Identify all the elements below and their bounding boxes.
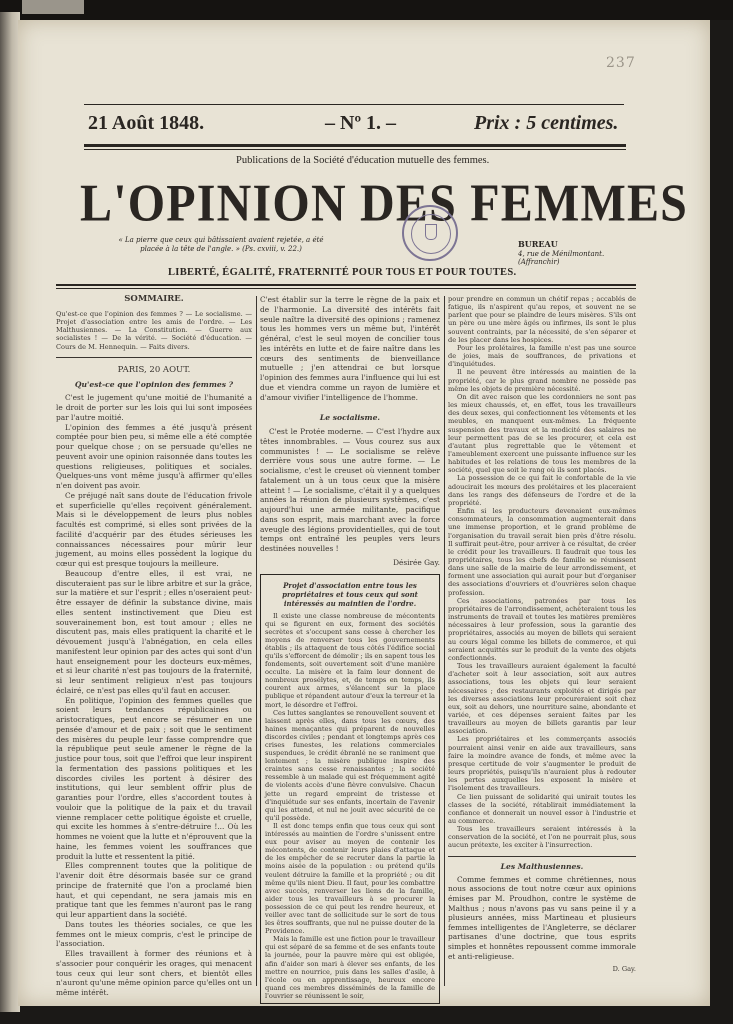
column-1 [56, 295, 252, 998]
binding-tab [22, 0, 84, 14]
paragraph: Comme femmes et comme chrétiennes, nous nous associons de tout notre cœur aux opinions émises par M. Proudhon, contre le système de Malthus ; nous n'avons pas vu sans peine il y a plusieurs années, miss Martineau et plusieurs femmes intelligentes de l'Angleterre, se déclarer partisanes d'une doctrine, que tous esprits simples et honnêtes repoussent comme immorale et anti-religieuse. [448, 874, 636, 961]
sommaire-heading: SOMMAIRE. [124, 294, 184, 304]
paragraph: Les propriétaires et les commerçants associés pourraient ainsi venir en aide aux travailleurs, sans faire la moindre avance de fonds, et même avec la presque certitude de voir s'augmenter le produit de leurs propriétés, puisqu'ils n'auraient plus à redouter les pertes auxquelles les exposent la misère et l'isolement des travailleurs. [448, 735, 636, 793]
bureau-label: BUREAU [518, 239, 558, 249]
library-stamp-icon [402, 205, 458, 261]
article-heading: Le socialisme. [319, 413, 381, 423]
paragraph: pour prendre en commun un chétif repas ; accablés de fatigue, ils n'aspirent qu'au repos, et souvent ne se parlent que pour se plaindre de leurs misères. S'ils ont un père ou une mère âgés ou infirmes, ils sont le plus souvent contraints, par la nécessité, de s'en séparer et de les placer dans les hospices. [448, 295, 636, 344]
article-signature: D. Gay. [612, 965, 636, 974]
issue-date: 21 Août 1848. [88, 112, 205, 134]
paragraph: Enfin si les producteurs devenaient eux-mêmes consommateurs, la consommation augmenterait dans une immense proportion, et le grand problème de l'organisation du travail serait bien près d'être résolu. Il suffirait peut-être, pour arriver à ce résultat, de créer le crédit pour les travailleurs. Il faudrait que tous les propriétaires, tous les chefs de famille se réunissent dans une salle de la mairie de leur arrondissement, et forment une association qui aurait pour but d'organiser des associations d'ouvriers et d'ouvrières selon chaque profession. [448, 507, 636, 597]
page-number: 237 [606, 55, 636, 71]
paragraph: Ce lien puissant de solidarité qui unirait toutes les classes de la société, rétablirait immédiatement la confiance et donnerait un nouvel essor à l'industrie et au commerce. [448, 792, 636, 825]
paragraph: Tous les travailleurs auraient également la faculté d'acheter soit à leur association, soit aux autres associations, tous les objets qui leur seraient nécessaires ; des restaurants exploités et dirigés par les diverses associations leur procureraient soit chez eux, soit au dehors, une nourriture saine, abondante et variée, et ces dépenses seraient faites par les travailleurs au moyen de billets garantis par leur association. [448, 662, 636, 736]
paragraph: Ces associations, patronées par tous les propriétaires de l'arrondissement, achèteraient tous les instruments de travail et toutes les matières premières nécessaires à leur profession, sous la garantie des propriétaires, associés au moyen de billets qui seraient au cours légal comme les billets de commerce, et qui seraient acquittés sur le produit de la vente des objets confectionnés. [448, 596, 636, 662]
column-3 [448, 295, 636, 979]
bureau-address: 4, rue de Ménilmontant. (Affranchir) [518, 250, 605, 266]
paragraph: L'opinion des femmes a été jusqu'à présent comptée pour bien peu, si même elle a été comptée pour quelque chose ; on se persuade qu'elles ne peuvent avoir une opinion raisonnée dans toutes les questions religieuses, politiques et sociales. Quelques-uns vont même jusqu'à affirmer qu'elles n'en doivent pas avoir. [56, 422, 252, 491]
paragraph: La possession de ce qui fait le confortable de la vie adoucirait les mœurs des prolétaires et les placeraient dans les rangs des défenseurs de l'ordre et de la propriété. [448, 474, 636, 507]
masthead-top-rule [84, 104, 624, 105]
paragraph: On dit avec raison que les cordonniers ne sont pas les mieux chaussés, et, en effet, tous les travailleurs des deux sexes, qui confectionnent les vêtements et les meubles, en manquent eux-mêmes. La fréquente suspension des travaux et la modicité des salaires ne leur permettent pas de se les procurer, et cela est d'autant plus regrettable que le vêtement et l'ameublement exercent une puissante influence sur les habitudes et les relations de tous les membres de la société, quel que soit le rang où ils sont placés. [448, 392, 636, 475]
paragraph: C'est établir sur la terre le règne de la paix et de l'harmonie. La diversité des intérêts fait seule naître la diversité des opinions ; ramenez tous les hommes vers un même but, l'intérêt général, c'est le seul moyen de concilier tous les intérêts en lutte et de faire naître dans les cœurs des sentiments de bienveillance mutuelle ; j'en attendrai ce but lorsque l'opinion des femmes aura l'influence qui lui est due et viendra comme un rayon de lumière et d'amour vivifier l'intelligence de l'homme. [260, 295, 440, 402]
paragraph: Pour les prolétaires, la famille n'est pas une source de joies, mais de souffrances, de privations et d'inquiétudes. [448, 343, 636, 369]
paragraph: Il existe une classe nombreuse de mécontents qui se figurent en eux, forment des sociétés secrètes et s'occupent sans cesse à chercher les moyens de renverser tous les gouvernements établis ; ils attaquent de tous côtés l'édifice social qu'ils s'efforcent de démolir ; ils en sapent tous les fondements, soit ouvertement soit d'une manière occulte. La misère et la faim leur donnent de nombreux prosélytes, et, de temps en temps, ils courent aux armes, s'élancent sur la place publique et répandent autour d'eux la terreur et la mort, le désordre et l'effroi. [265, 611, 435, 709]
paragraph: Ces luttes sanglantes se renouvellent souvent et laissent après elles, dans tous les cœurs, des haines menaçantes qui préparent de nouvelles discordes civiles ; pendant et longtemps après ces crises funestes, les relations commerciales suspendues, le crédit ébranlé ne se raniment que lentement ; la misère publique inspire des craintes sans cesse renaissantes ; la société ressemble à un malade qui est fréquemment agité de violents accès d'une fièvre convulsive. Chacun jette un regard empreint de tristesse et d'inquiétude sur ses enfants, incertain de l'avenir qui les attend, et nul ne jouit avec sécurité de ce qu'il possède. [265, 708, 435, 822]
paragraph: Dans toutes les théories sociales, ce que les femmes ont le mieux compris, c'est le principe de l'association. [56, 919, 252, 949]
issue-number: – Nº 1. – [325, 112, 397, 134]
paragraph: Ce préjugé naît sans doute de l'éducation frivole et superficielle qu'elles reçoivent généralement. Mais si le développement de leurs plus nobles facultés est comprimé, si elles sont privées de la facilité d'acquérir par des études sérieuses les connaissances nécessaires pour mûrir leur jugement, au moins elles possèdent la logique du cœur qui est presque toujours la meilleure. [56, 490, 252, 569]
issue-price: Prix : 5 centimes. [474, 112, 619, 134]
article-signature: Désirée Gay. [393, 557, 440, 567]
publisher-line: Publications de la Société d'éducation mutuelle des femmes. [236, 155, 490, 166]
column-divider [444, 296, 445, 986]
column-2 [260, 295, 440, 1004]
article-heading: Projet d'association entre tous les propriétaires et tous ceux qui sont intéressés au maintien de l'ordre. [282, 580, 418, 608]
paragraph: Beaucoup d'entre elles, il est vrai, ne discuteraient pas sur le libre arbitre et sur la grâce, sur la matière et sur l'esprit ; elles n'oseraient peut-être essayer de définir la substance divine, mais elles sentent instinctivement que Dieu est souverainement bon, est tout amour ; elles ne discutent pas, mais elles pratiquent la charité et le dévouement jusqu'à l'abnégation, en cela elles manifestent leur opinion par des actes qui sont d'un haut enseignement pour les docteurs eux-mêmes, et si leur charité n'est pas toujours de la fraternité, si leur sentiment religieux n'est pas toujours éclairé, ce n'est pas elles qu'il faut en accuser. [56, 568, 252, 695]
epigraph-quote: « La pierre que ceux qui bâtissaient avaient rejetée, a été placée à la tête de l'angle. » (Ps. cxviii, v. 22.) [118, 236, 324, 253]
sommaire-text: Qu'est-ce que l'opinion des femmes ? — Le socialisme. — Projet d'association entre les amis de l'ordre. — Les Malthusiennes. — La Constitution. — Guerre aux socialistes ! — De la vérité. — Société d'éducation. — Cours de M. Hennequin. — Faits divers. [56, 309, 252, 351]
paragraph: Il ne peuvent être intéressés au maintien de la propriété, car le plus grand nombre ne possède pas même les objets de première nécessité. [448, 368, 636, 393]
paragraph: Elles comprennent toutes que la politique de l'avenir doit être désormais basée sur ce grand principe de fraternité que l'on a proclamé bien haut, et qui cependant, ne sera jamais mis en pratique tant que les femmes n'auront pas le rang qui leur appartient dans la société. [56, 861, 252, 920]
paragraph: C'est le jugement qu'une moitié de l'humanité a le droit de porter sur les lois qui lui sont imposées par l'autre moitié. [56, 393, 252, 422]
article-heading: Les Malthusiennes. [500, 861, 584, 871]
paragraph: Elles travaillent à former des réunions et à s'associer pour conquérir les orages, qui menacent tous ceux qui leur sont chers, et bientôt elles n'auront qu'une même opinion parce qu'elles ont un même intérêt. [56, 949, 252, 998]
article-box [260, 574, 440, 1005]
dateline: PARIS, 20 AOUT. [117, 364, 191, 375]
paragraph: Mais la famille est une fiction pour le travailleur qui est séparé de sa femme et de ses enfants toute la journée, pour la pauvre mère qui est obligée, afin d'aider son mari à élever ses enfants, de les mettre en nourrice, puis dans les salles d'asile, à l'école ou en apprentissage, heureux encore quand ces membres disséminés de la famille de l'ouvrier se réunissent le soir, [265, 935, 435, 1000]
column-divider [256, 296, 257, 986]
article-heading: Qu'est-ce que l'opinion des femmes ? [74, 379, 234, 389]
newspaper-title: L'OPINION DES FEMMES [80, 174, 689, 233]
section-rule [56, 357, 252, 358]
masthead-double-rule [84, 144, 626, 147]
header-bottom-thin-rule [56, 288, 636, 289]
paragraph: En politique, l'opinion des femmes quelles que soient leurs tendances républicaines ou aristocratiques, peut encore se résumer en une pensée d'amour et de paix ; soit que le sentiment des misères du peuple leur fasse comprendre que la république peut seule amener le règne de la justice pour tous, soit que l'effroi que leur inspirent la fermentation des passions politiques et les discordes civiles les portent à désirer des institutions, qui leur semblent offrir plus de garanties pour l'ordre, elles s'accordent toutes à vouloir que la politique de la paix et du travail vienne remplacer cette politique égoïste et cruelle, qui excite les hommes à s'entre-détruire !... Où les hommes ne voient que la lutte et n'éprouvent que la haine, les femmes voient les souffrances que produit la lutte et ressentent la pitié. [56, 695, 252, 861]
paragraph: Tous les travailleurs seraient intéressés à la conservation de la société, et l'on ne pourrait plus, sous aucun prétexte, les exciter à l'insurrection. [448, 825, 636, 850]
paragraph: C'est le Protée moderne. — C'est l'hydre aux têtes innombrables. — Vous courez sus aux communistes ! — Le socialisme se relève derrière vous sous une autre forme. — Le socialisme, c'est le creuset où viennent tomber fatalement un à un tous ceux que la misère atteint ! — Le socialisme, c'était il y a quelques années la réunion de plusieurs systèmes, c'est aujourd'hui une armée militante, pacifique dans son esprit, mais marchant avec la force aveugle des légions providentielles, qui de tout temps ont entraîné les peuples vers leurs destinées nouvelles ! [260, 427, 440, 553]
newspaper-motto: LIBERTÉ, ÉGALITÉ, FRATERNITÉ POUR TOUS ET POUR TOUTES. [168, 267, 517, 278]
section-rule [448, 856, 636, 857]
header-bottom-rule [56, 284, 636, 286]
masthead-thin-rule [84, 149, 626, 150]
book-spine [0, 12, 20, 1012]
paragraph: Il est donc temps enfin que tous ceux qui sont intéressés au maintien de l'ordre s'unissent entre eux pour aviser au moyen de contenir les mécontents, de contenir leurs plaies d'attaque et de les empêcher de se recruter dans la partie la moins aisée de la population : ou prétend qu'ils veulent détruire la famille et la propriété ; ou dit même qu'ils nient Dieu. Il faut, pour les combattre avec succès, renverser les liens de la famille, aider tous les travailleurs à se procurer la possession de ce qui peut les rendre heureux, et veiller avec tant de sollicitude sur le sort de tous les êtres souffrants, que nul ne puisse douter de la Providence. [265, 821, 435, 936]
scan-top-edge [0, 0, 733, 20]
